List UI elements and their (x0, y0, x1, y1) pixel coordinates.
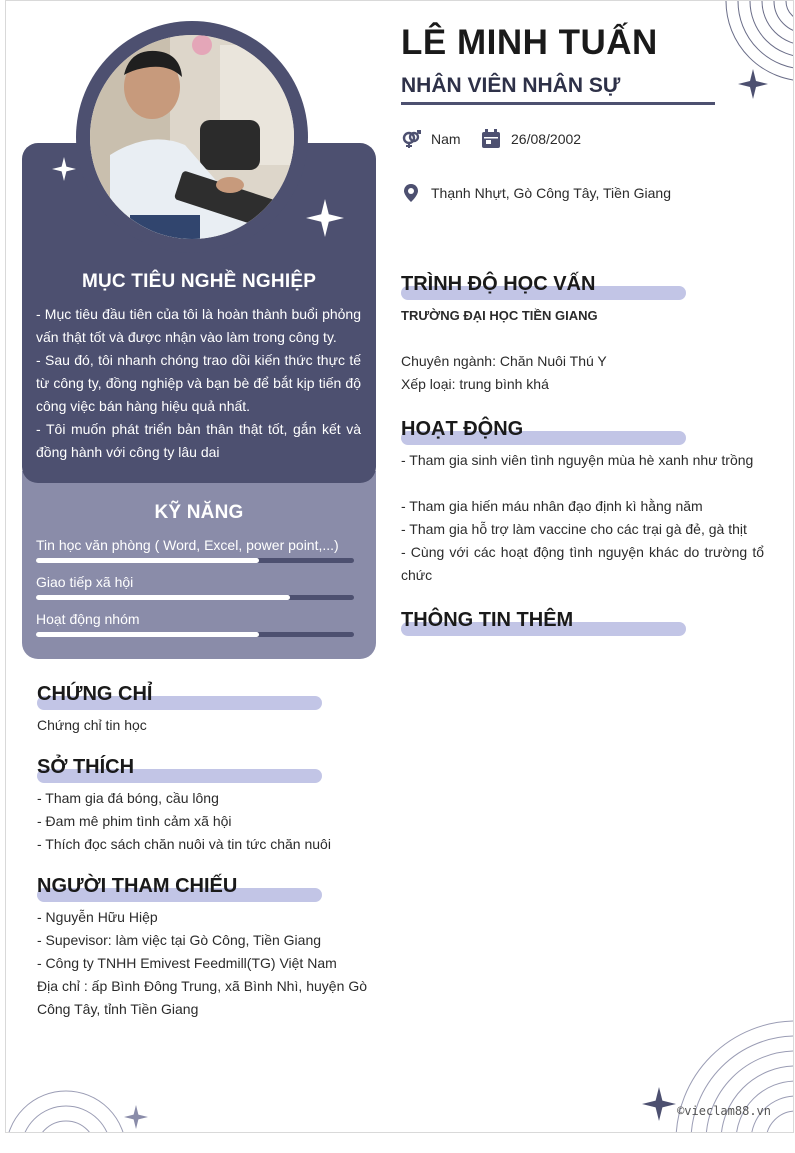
hobbies-title: SỞ THÍCH (37, 756, 135, 778)
sparkle-icon (306, 199, 344, 237)
skill-bar-fill (36, 558, 259, 563)
education-major: Chuyên ngành: Chăn Nuôi Thú Y (401, 353, 607, 369)
extra-info-heading (401, 609, 573, 632)
sparkle-icon (124, 1105, 148, 1129)
watermark: ©vieclam88.vn (677, 1104, 771, 1118)
references-heading (37, 875, 237, 898)
education-title: TRÌNH ĐỘ HỌC VẤN (401, 273, 596, 295)
cv-page (5, 0, 794, 1133)
activities-heading (401, 418, 523, 441)
references-title: NGƯỜI THAM CHIẾU (37, 875, 238, 897)
certificates-title: CHỨNG CHỈ (37, 683, 153, 705)
birthdate-value: 26/08/2002 (511, 131, 582, 147)
objective-line: - Mục tiêu đầu tiên của tôi là hoàn thành buổi phỏng vấn thật tốt và được nhận vào làm trong công ty. (36, 306, 361, 345)
extra-info-title: THÔNG TIN THÊM (401, 609, 574, 631)
hobby-line: - Tham gia đá bóng, cầu lông (37, 790, 219, 806)
gender-icon (401, 129, 421, 149)
activities-content (401, 449, 764, 587)
job-title: NHÂN VIÊN NHÂN SỰ (401, 74, 621, 97)
hobbies-heading (37, 756, 134, 779)
skill-item (36, 573, 354, 600)
objective-title: MỤC TIÊU NGHỀ NGHIỆP (81, 271, 317, 292)
avatar (90, 35, 294, 239)
reference-line: - Supevisor: làm việc tại Gò Công, Tiền Giang (37, 932, 322, 948)
reference-line: - Công ty TNHH Emivest Feedmill(TG) Việt Nam (37, 955, 337, 971)
references-content (37, 906, 367, 1021)
reference-line: - Nguyễn Hữu Hiệp (37, 909, 158, 925)
education-grade: Xếp loại: trung bình khá (401, 376, 549, 392)
avatar-photo (90, 35, 294, 239)
candidate-name: LÊ MINH TUẤN (401, 23, 658, 62)
skill-item (36, 610, 354, 637)
objective-line: - Sau đó, tôi nhanh chóng trao dồi kiến thức thực tế từ công ty, đồng nghiệp và bạn bè để bắt kịp tiến độ công việc bán hàng hiệu quả nhất. (36, 352, 361, 414)
school-name: TRƯỜNG ĐẠI HỌC TIỀN GIANG (401, 308, 598, 323)
certificates-heading (37, 683, 152, 706)
address-value: Thạnh Nhựt, Gò Công Tây, Tiền Giang (431, 185, 671, 201)
certificates-content (37, 714, 367, 737)
skill-bar-fill (36, 595, 290, 600)
objective-text (36, 303, 361, 464)
skill-bar (36, 632, 354, 637)
reference-line: Địa chỉ : ấp Bình Đông Trung, xã Bình Nhì, huyện Gò Công Tây, tỉnh Tiền Giang (37, 978, 367, 1017)
activities-title: HOẠT ĐỘNG (401, 418, 524, 440)
activity-line: - Tham gia hiến máu nhân đạo định kì hằng năm (401, 498, 703, 514)
gender-info (401, 129, 461, 149)
activity-line: - Tham gia hỗ trợ làm vaccine cho các trại gà đẻ, gà thịt (401, 521, 747, 537)
birthdate-info (481, 129, 581, 149)
location-pin-icon (401, 183, 421, 203)
skill-label: Tin học văn phòng ( Word, Excel, power point,...) (36, 537, 339, 553)
sparkle-icon (642, 1087, 676, 1121)
activity-line: - Tham gia sinh viên tình nguyện mùa hè xanh như trồng (401, 452, 754, 468)
hobby-line: - Thích đọc sách chăn nuôi và tin tức chăn nuôi (37, 836, 331, 852)
objective-line: - Tôi muốn phát triển bản thân thật tốt, gắn kết và đồng hành với công ty lâu dai (36, 421, 361, 460)
address-info (401, 183, 671, 203)
skill-item (36, 536, 354, 563)
certificate-line: Chứng chỉ tin học (37, 717, 147, 733)
calendar-icon (481, 129, 501, 149)
skill-bar-fill (36, 632, 259, 637)
skill-bar (36, 595, 354, 600)
education-details (401, 350, 766, 396)
title-divider (401, 102, 715, 105)
sparkle-icon (52, 157, 76, 181)
gender-value: Nam (431, 131, 461, 147)
skill-label: Giao tiếp xã hội (36, 574, 134, 590)
education-heading (401, 273, 595, 296)
sparkle-icon (738, 69, 768, 99)
hobby-line: - Đam mê phim tình cảm xã hội (37, 813, 232, 829)
skill-label: Hoạt động nhóm (36, 611, 140, 627)
skills-title: KỸ NĂNG (154, 502, 244, 523)
skill-bar (36, 558, 354, 563)
hobbies-content (37, 787, 367, 856)
activity-line (401, 472, 764, 495)
activity-line: - Cùng với các hoạt động tình nguyện khác do trường tổ chức (401, 544, 764, 583)
